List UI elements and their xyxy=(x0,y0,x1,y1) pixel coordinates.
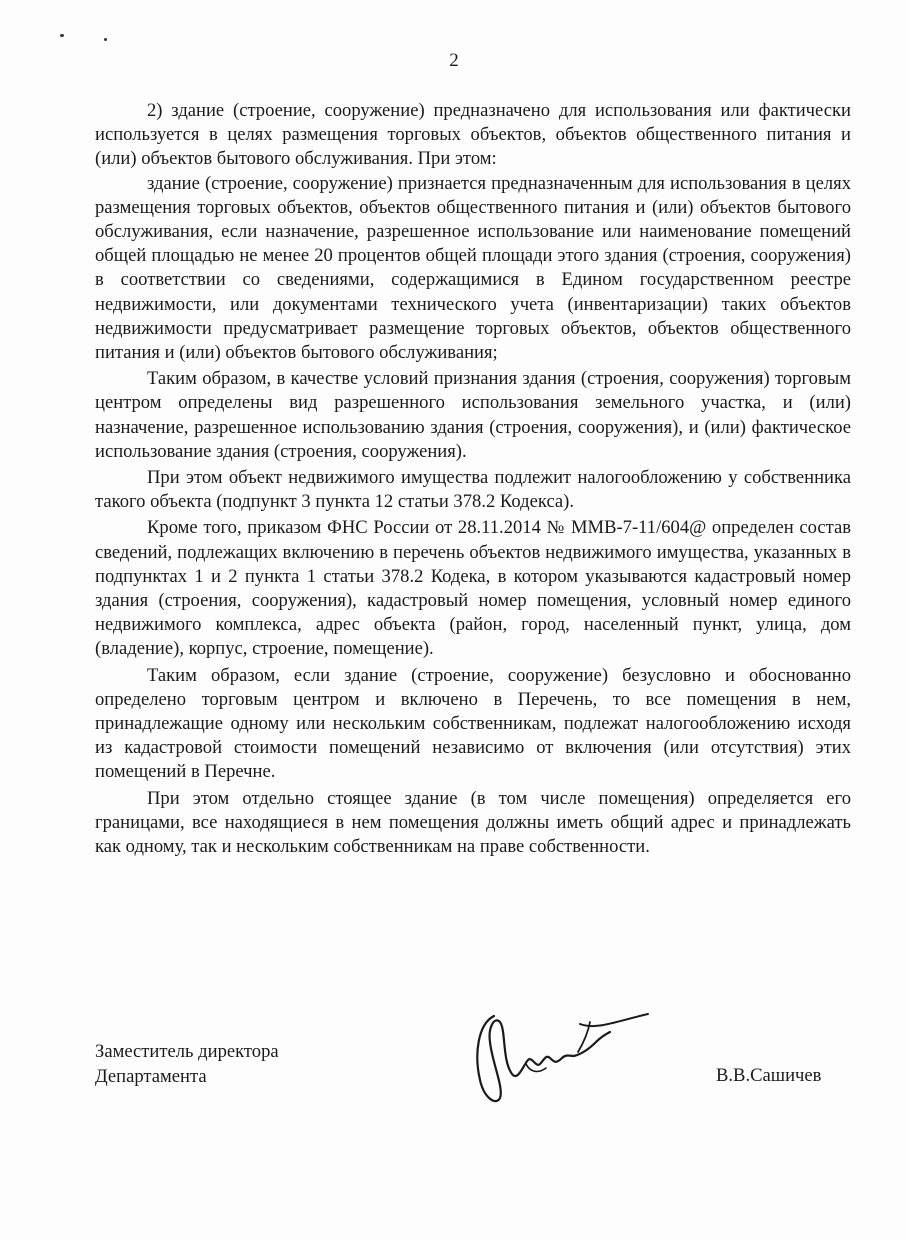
paragraph: При этом объект недвижимого имущества подлежит налогообложению у собственника такого объекта (подпункт 3 пункта 12 статьи 378.2 Кодекса). xyxy=(95,467,851,513)
paragraph: Таким образом, если здание (строение, сооружение) безусловно и обоснованно определено торговым центром и включено в Перечень, то все помещения в нем, принадлежащие одному или нескольким собственникам, подлежат налогообложению исходя из кадастровой стоимости помещений независимо от включения (или отсутствия) этих помещений в Перечне. xyxy=(95,664,851,783)
signatory-title-line: Департамента xyxy=(95,1065,207,1087)
signatory-name: В.В.Сашичев xyxy=(716,1065,822,1086)
paragraph: При этом отдельно стоящее здание (в том числе помещения) определяется его границами, все находящиеся в нем помещения должны иметь общий адрес и принадлежать как одному, так и нескольким собственникам на праве собственности. xyxy=(95,787,851,858)
paragraph: Таким образом, в качестве условий признания здания (строения, сооружения) торговым центром определены вид разрешенного использования земельного участка, и (или) назначение, разрешенное использованию здания (строения, сооружения), и (или) фактическое использование здания (строения, сооружения). xyxy=(95,368,851,462)
signatory-title xyxy=(95,1040,279,1089)
handwritten-signature xyxy=(466,1002,656,1112)
scan-speck xyxy=(60,34,64,37)
page-number: 2 xyxy=(449,50,459,71)
paragraph: 2) здание (строение, сооружение) предназначено для использования или фактически используется в целях размещения торговых объектов, объектов общественного питания и (или) объектов бытового обслуживания. При этом: xyxy=(95,100,851,170)
letter-body xyxy=(95,99,851,859)
paragraph: Кроме того, приказом ФНС России от 28.11.2014 № ММВ-7-11/604@ определен состав сведений, подлежащих включению в перечень объектов недвижимого имущества, указанных в подпунктах 1 и 2 пункта 1 статьи 378.2 Кодека, в котором указываются кадастровый номер здания (строения, сооружения), кадастровый номер помещения, условный номер единого недвижимого комплекса, адрес объекта (район, город, населенный пункт, улица, дом (владение), корпус, строение, помещение). xyxy=(95,517,851,660)
scan-speck xyxy=(104,38,107,41)
signatory-title-line: Заместитель директора xyxy=(95,1041,279,1062)
paragraph: здание (строение, сооружение) признается предназначенным для использования в целях размещения торговых объектов, объектов общественного питания и (или) объектов бытового обслуживания, если назначение, разрешенное использование или наименование помещений общей площадью не менее 20 процентов общей площади этого здания (строения, сооружения) в соответствии со сведениями, содержащимися в Едином государственном реестре недвижимости, или документами технического учета (инвентаризации) таких объектов недвижимости предусматривает размещение торговых объектов, объектов общественного питания и (или) объектов бытового обслуживания; xyxy=(95,172,851,364)
